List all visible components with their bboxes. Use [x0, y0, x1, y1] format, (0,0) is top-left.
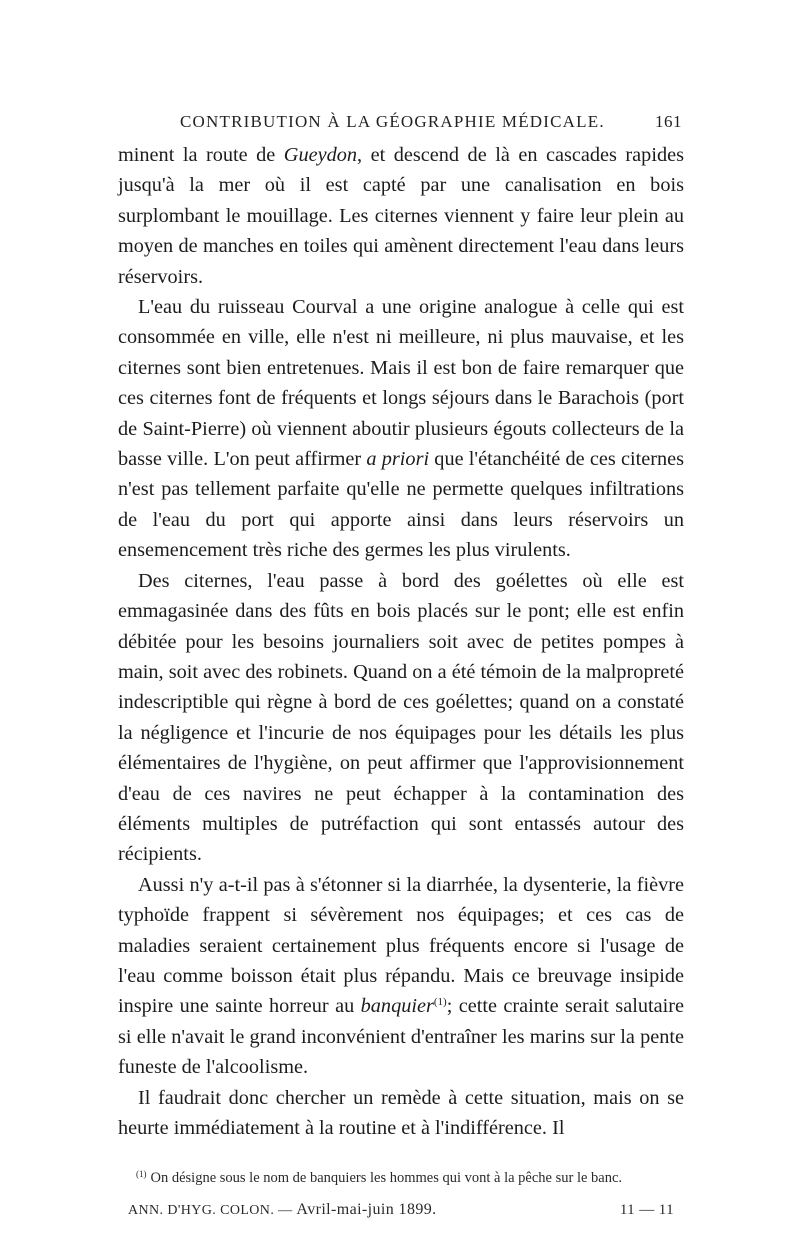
footnote-spacer: [118, 1143, 684, 1169]
paragraph-3: Des citernes, l'eau passe à bord des goélettes où elle est emmagasinée dans des fûts en bois placés sur le pont; elle est enfin débitée pour les besoins journaliers soit avec de petites pompes à main, soit avec des robinets. Quand on a été témoin de la malpropreté indescriptible qui règne à bord de ces goélettes; quand on a constaté la négligence et l'incurie de nos équipages pour les détails les plus élémentaires de l'hygiène, on peut affirmer que l'approvisionnement d'eau de ces navires ne peut échapper à la contamination des éléments multiples de putréfaction qui sont entassés autour des récipients.: [118, 569, 684, 866]
journal-source: [128, 1201, 437, 1219]
paragraph-4: [118, 870, 684, 1083]
issue-date: Avril-mai-juin 1899.: [296, 1201, 437, 1219]
document-page: [118, 112, 684, 1219]
text-run: Aussi n'y a-t-il pas à s'étonner si la diarrhée, la dysenterie, la fièvre typhoïde frappent si sévèrement nos équipages; et ces cas de maladies seraient certainement plus fréquents encore si l'usage de l'eau comme boisson était plus répandu. Mais ce breuvage insipide inspire une sainte horreur au: [118, 873, 684, 1018]
journal-abbreviation: ANN. D'HYG. COLON. —: [128, 1203, 293, 1219]
text-run: , et descend de là en cascades rapides jusqu'à la mer où il est capté par une canalisation en bois surplombant le mouillage. Les citernes viennent y faire leur plein au moyen de manches en toiles qui amènent directement l'eau dans leurs réservoirs.: [118, 144, 684, 288]
paragraph-5: Il faudrait donc chercher un remède à cette situation, mais on se heurte immédiatement à la routine et à l'indifférence. Il: [118, 1086, 684, 1139]
footnote-reference[interactable]: (1): [433, 996, 447, 1009]
footnote: [118, 1169, 684, 1187]
text-run: ; cette crainte serait salutaire si elle n'avait le grand inconvénient d'entraîner les marins sur la pente funeste de l'alcoolisme.: [118, 995, 685, 1079]
term-italic: banquier: [360, 995, 434, 1018]
page-number: 161: [655, 112, 682, 131]
running-head: [118, 112, 684, 140]
paragraph-2: [118, 292, 684, 566]
paragraph-1: [118, 140, 684, 292]
text-run: minent la route de: [118, 144, 284, 166]
footnote-marker: (1): [136, 1169, 147, 1180]
signature-line: [118, 1201, 684, 1219]
place-name-italic: Gueydon: [283, 144, 358, 166]
text-run: que l'étanchéité de ces citernes n'est pas tellement parfaite qu'elle ne permette quelques infiltrations de l'eau du port qui apporte ainsi dans leurs réservoirs un ensemencement très riche des germes les plus virulents.: [118, 448, 685, 562]
latin-phrase-italic: a priori: [366, 448, 430, 471]
text-run: L'eau du ruisseau Courval a une origine analogue à celle qui est consommée en ville, elle n'est ni meilleure, ni plus mauvaise, et les citernes sont bien entretenues. Mais il est bon de faire remarquer que ces citernes font de fréquents et longs séjours dans le Barachois (port de Saint-Pierre) où viennent aboutir plusieurs égouts collecteurs de la basse ville. L'on peut affirmer: [118, 296, 684, 471]
body-text: [118, 140, 684, 1143]
running-head-title: CONTRIBUTION À LA GÉOGRAPHIE MÉDICALE.: [180, 112, 605, 131]
footnote-text: On désigne sous le nom de banquiers les hommes qui vont à la pêche sur le banc.: [150, 1170, 623, 1187]
sheet-signature: 11 — 11: [619, 1202, 674, 1219]
